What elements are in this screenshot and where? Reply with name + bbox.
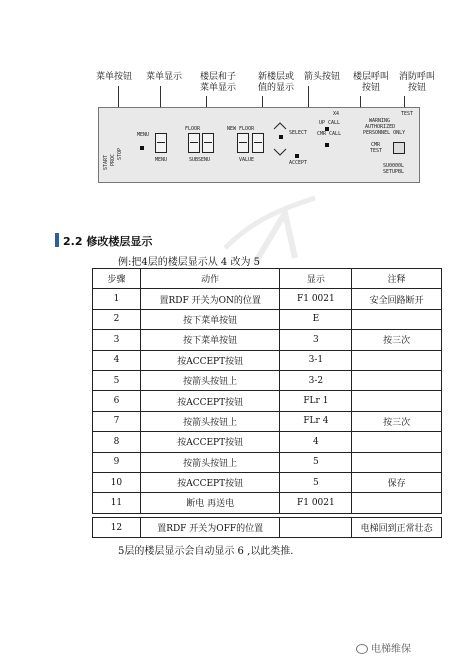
value-display-digit	[237, 133, 249, 153]
table-cell	[280, 518, 352, 538]
control-panel	[98, 107, 420, 183]
table-cell: 9	[93, 452, 141, 472]
up-call-label: UP CALL	[319, 120, 341, 126]
column-header: 注释	[352, 269, 442, 289]
wechat-icon	[356, 644, 368, 654]
floor-display-digit	[188, 133, 200, 153]
table-cell: 断电 再送电	[140, 493, 280, 513]
floor-label: FLOOR	[185, 126, 201, 132]
table-cell	[352, 391, 442, 411]
callout-floor-submenu-display: 楼层和子菜单显示	[199, 72, 236, 93]
accept-label: ACCEPT	[289, 160, 308, 166]
table-cell: 10	[93, 472, 141, 492]
table-cell: 按ACCEPT按钮	[140, 472, 280, 492]
table-header-row	[93, 269, 442, 289]
table-row	[93, 411, 442, 431]
menu-label: MENU	[137, 132, 150, 138]
table-row	[93, 493, 442, 513]
menu-display-label: MENU	[155, 157, 168, 163]
table-row	[93, 518, 442, 538]
column-header: 步骤	[93, 269, 141, 289]
table-cell	[352, 452, 442, 472]
up-arrow-icon[interactable]	[273, 122, 287, 130]
table-row	[93, 309, 442, 329]
table-cell: 置RDF 开关为OFF的位置	[140, 518, 280, 538]
table-cell: 按ACCEPT按钮	[140, 391, 280, 411]
table-cell	[352, 350, 442, 370]
table-row	[93, 289, 442, 309]
cmr-test-label: CMR	[371, 142, 381, 148]
cmr-call-button[interactable]	[325, 143, 329, 147]
warning-label: WARNING	[369, 118, 391, 124]
table-cell: 3	[93, 330, 141, 350]
menu-button[interactable]	[140, 146, 144, 150]
table-cell: 按箭头按钮上	[140, 452, 280, 472]
table-cell: 5	[280, 472, 352, 492]
example-text: 例:把4层的楼层显示从 4 改为 5	[118, 257, 260, 268]
table-cell: 5	[93, 370, 141, 390]
x4-label: X4	[333, 111, 340, 117]
table-cell: 安全回路断开	[352, 289, 442, 309]
table-cell: 8	[93, 432, 141, 452]
setupb-label: SETUPBL	[383, 169, 405, 175]
section-title: 2.2 修改楼层显示	[63, 235, 153, 248]
table-cell: 4	[280, 432, 352, 452]
value-label: VALUE	[239, 157, 255, 163]
callout-fire-call-button: 消防呼叫按钮	[398, 72, 435, 93]
table-cell: 按ACCEPT按钮	[140, 432, 280, 452]
table-cell: 6	[93, 391, 141, 411]
table-cell: FLr 1	[280, 391, 352, 411]
table-row	[93, 452, 442, 472]
column-header: 动作	[140, 269, 280, 289]
setupb-label: SU0000L	[383, 163, 405, 169]
column-header: 显示	[280, 269, 352, 289]
callout-arrow-button: 箭头按钮	[304, 72, 341, 82]
table-cell: 按下菜单按钮	[140, 330, 280, 350]
table-cell: 电梯回到正常壮态	[352, 518, 442, 538]
table-row	[93, 350, 442, 370]
side-label: STOP	[117, 147, 123, 160]
warning-label: AUTHORIZED	[365, 124, 396, 130]
table-cell: 按下菜单按钮	[140, 309, 280, 329]
cmr-test-label: TEST	[370, 148, 383, 154]
new-floor-label: NEW FLOOR	[227, 126, 255, 132]
table-row	[93, 391, 442, 411]
table-cell: 按ACCEPT按钮	[140, 350, 280, 370]
final-step-table	[92, 517, 442, 538]
value-display-digit	[252, 133, 264, 153]
table-cell: 2	[93, 309, 141, 329]
callout-menu-button: 菜单按钮	[96, 72, 133, 82]
side-label: START	[103, 154, 109, 170]
table-cell: 7	[93, 411, 141, 431]
floor-display-digit	[202, 133, 214, 153]
table-row	[93, 370, 442, 390]
test-label: TEST	[401, 111, 414, 117]
table-cell: 1	[93, 289, 141, 309]
table-cell: 3	[280, 330, 352, 350]
down-arrow-icon[interactable]	[273, 148, 287, 156]
callout-new-floor-value-display: 新楼层或值的显示	[257, 72, 294, 93]
table-cell	[352, 493, 442, 513]
table-cell: 3-2	[280, 370, 352, 390]
note-text: 5层的楼层显示会自动显示 6 ,以此类推.	[118, 546, 294, 557]
table-cell: 4	[93, 350, 141, 370]
select-label: SELECT	[289, 130, 308, 136]
table-cell: F1 0021	[280, 493, 352, 513]
menu-display-digit	[155, 133, 167, 153]
table-cell: FLr 4	[280, 411, 352, 431]
table-cell: 按三次	[352, 330, 442, 350]
table-cell: 按箭头按钮上	[140, 370, 280, 390]
table-cell: 按箭头按钮上	[140, 411, 280, 431]
table-cell: 5	[280, 452, 352, 472]
table-cell	[352, 370, 442, 390]
table-cell: 11	[93, 493, 141, 513]
table-row	[93, 432, 442, 452]
table-cell: 置RDF 开关为ON的位置	[140, 289, 280, 309]
side-label: PROC	[110, 153, 116, 166]
source-logo: 电梯维保	[356, 640, 411, 655]
table-cell	[352, 309, 442, 329]
table-cell: 按三次	[352, 411, 442, 431]
table-row	[93, 472, 442, 492]
table-cell: E	[280, 309, 352, 329]
table-cell: 12	[93, 518, 141, 538]
cmr-call-label: CMR CALL	[317, 131, 342, 137]
callout-menu-display: 菜单显示	[146, 72, 183, 82]
table-cell: 保存	[352, 472, 442, 492]
steps-table	[92, 268, 442, 514]
table-row	[93, 330, 442, 350]
select-button[interactable]	[279, 135, 283, 139]
callout-floor-call-button: 楼层呼叫按钮	[352, 72, 389, 93]
table-cell: 3-1	[280, 350, 352, 370]
table-cell	[352, 432, 442, 452]
subsenu-label: SUBSENU	[189, 157, 211, 163]
accept-button[interactable]	[295, 154, 299, 158]
cmr-test-button[interactable]	[393, 142, 405, 154]
table-cell: F1 0021	[280, 289, 352, 309]
section-accent-bar	[55, 233, 59, 247]
warning-label: PERSONNEL ONLY	[363, 130, 406, 136]
